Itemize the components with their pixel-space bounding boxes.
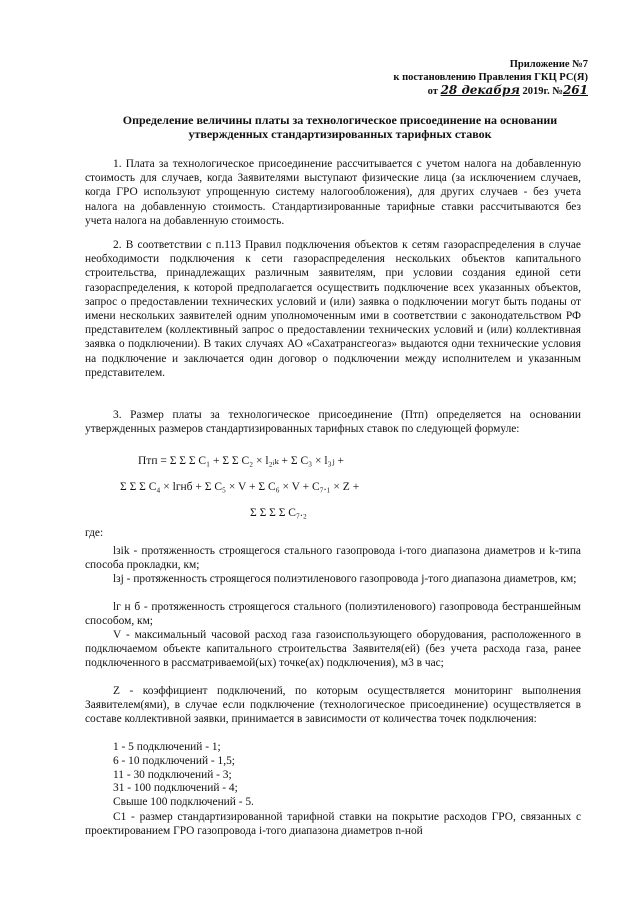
definition-z: Z - коэффициент подключений, по которым осуществляется мониторинг выполнения Заявителем(ями), в случае если подключение (технологическое присоединение) осуществляется в составе коллективной заявки, принимается в зависимости от количества точек подключения: [85,685,581,725]
paragraph-2: 2. В соответствии с п.113 Правил подключения объектов к сетям газораспределения в случае необходимости подключения к сети газораспределения нескольких объектов капитального строительства, принадлежащих различным заявителям, при условии создания единой сети газораспределения, к которой предполагается осуществить подключение всех указанных объектов, запрос о предоставлении технических условий и (или) заявка о подключении могут быть поданы от имени нескольких заявителей одним уполномоченным ими в соответствии с законодательством РФ представителем (коллективный запрос о предоставлении технических условий и (или) коллективная заявка о подключении). В таких случаях АО «Сахатрансгеогаз» выдаются одни технические условия на подключение и заключается один договор о подключении между исполнителем и указанным представителем. [85,239,581,379]
handwritten-date: 28 декабря [440,83,520,97]
list-item: 1 - 5 подключений - 1; [113,741,221,753]
from-label: от [427,86,438,97]
fee-formula [120,448,560,526]
title-line-2: утвержденных стандартизированных тарифных ставок [188,127,492,141]
definition-l3j: lзj - протяженность строящегося полиэтиленового газопровода j-того диапазона диаметров, км; [113,573,577,585]
list-item: 31 - 100 подключений - 4; [113,782,238,795]
list-item: 11 - 30 подключений - 3; [113,768,232,781]
formula-row-2: Σ Σ Σ C₄ × lгнб + Σ C₅ × V + Σ C₆ × V + C₇.₁ × Z + [120,481,360,493]
title-line-1: Определение величины платы за технологическое присоединение на основании [122,113,558,127]
definition-lgnb: lг н б - протяженность строящегося стального (полиэтиленового) газопровода бестраншейным способом, км; [85,601,581,627]
appendix-header [393,58,588,98]
year-label: 2019г. № [522,86,563,97]
appendix-number: Приложение №7 [509,59,588,70]
list-item: Свыше 100 подключений - 5. [113,796,254,809]
definition-l3ik: lзik - протяженность строящегося стального газопровода i-того диапазона диаметров и k-типа способа прокладки, км; [85,545,581,571]
resolution-reference: к постановлению Правления ГКЦ РС(Я) [393,72,588,83]
definition-v: V - максимальный часовой расход газа газоиспользующего оборудования, расположенного в подключаемом объекте капитального строительства Заявителя(ей) (без учета расхода газа, ранее подключенного в рассматриваемой(ых) точке(ах) подключения), м3 в час; [85,629,581,669]
where-label: где: [85,527,104,539]
definition-c1: C1 - размер стандартизированной тарифной ставки на покрытие расходов ГРО, связанных с проектированием ГРО газопровода i-того диапазона диаметров n-ной [85,811,581,837]
paragraph-1: 1. Плата за технологическое присоединение рассчитывается с учетом налога на добавленную стоимость для случаев, когда Заявителями выступают физические лица (за исключением случаев, когда ГРО используют упрощенную систему налогообложения), для других случаев - без учета налога на добавленную стоимость. Стандартизированные тарифные ставки рассчитываются без учета налога на добавленную стоимость. [85,158,581,227]
document-title [80,113,600,141]
resolution-date-line [393,84,588,98]
handwritten-number: 261 [562,83,588,97]
formula-row-3: Σ Σ Σ Σ C₇.₂ [250,507,307,519]
paragraph-3: 3. Размер платы за технологическое присоединение (Птп) определяется на основании утвержденных размеров стандартизированных тарифных ставок по следующей формуле: [85,409,581,436]
list-item: 6 - 10 подключений - 1,5; [113,754,235,767]
z-coefficient-list [113,741,254,810]
formula-row-1: Птп = Σ Σ Σ C₁ + Σ Σ C₂ × l₂ᵢₖ + Σ C₃ × l₃ⱼ + [138,455,344,467]
